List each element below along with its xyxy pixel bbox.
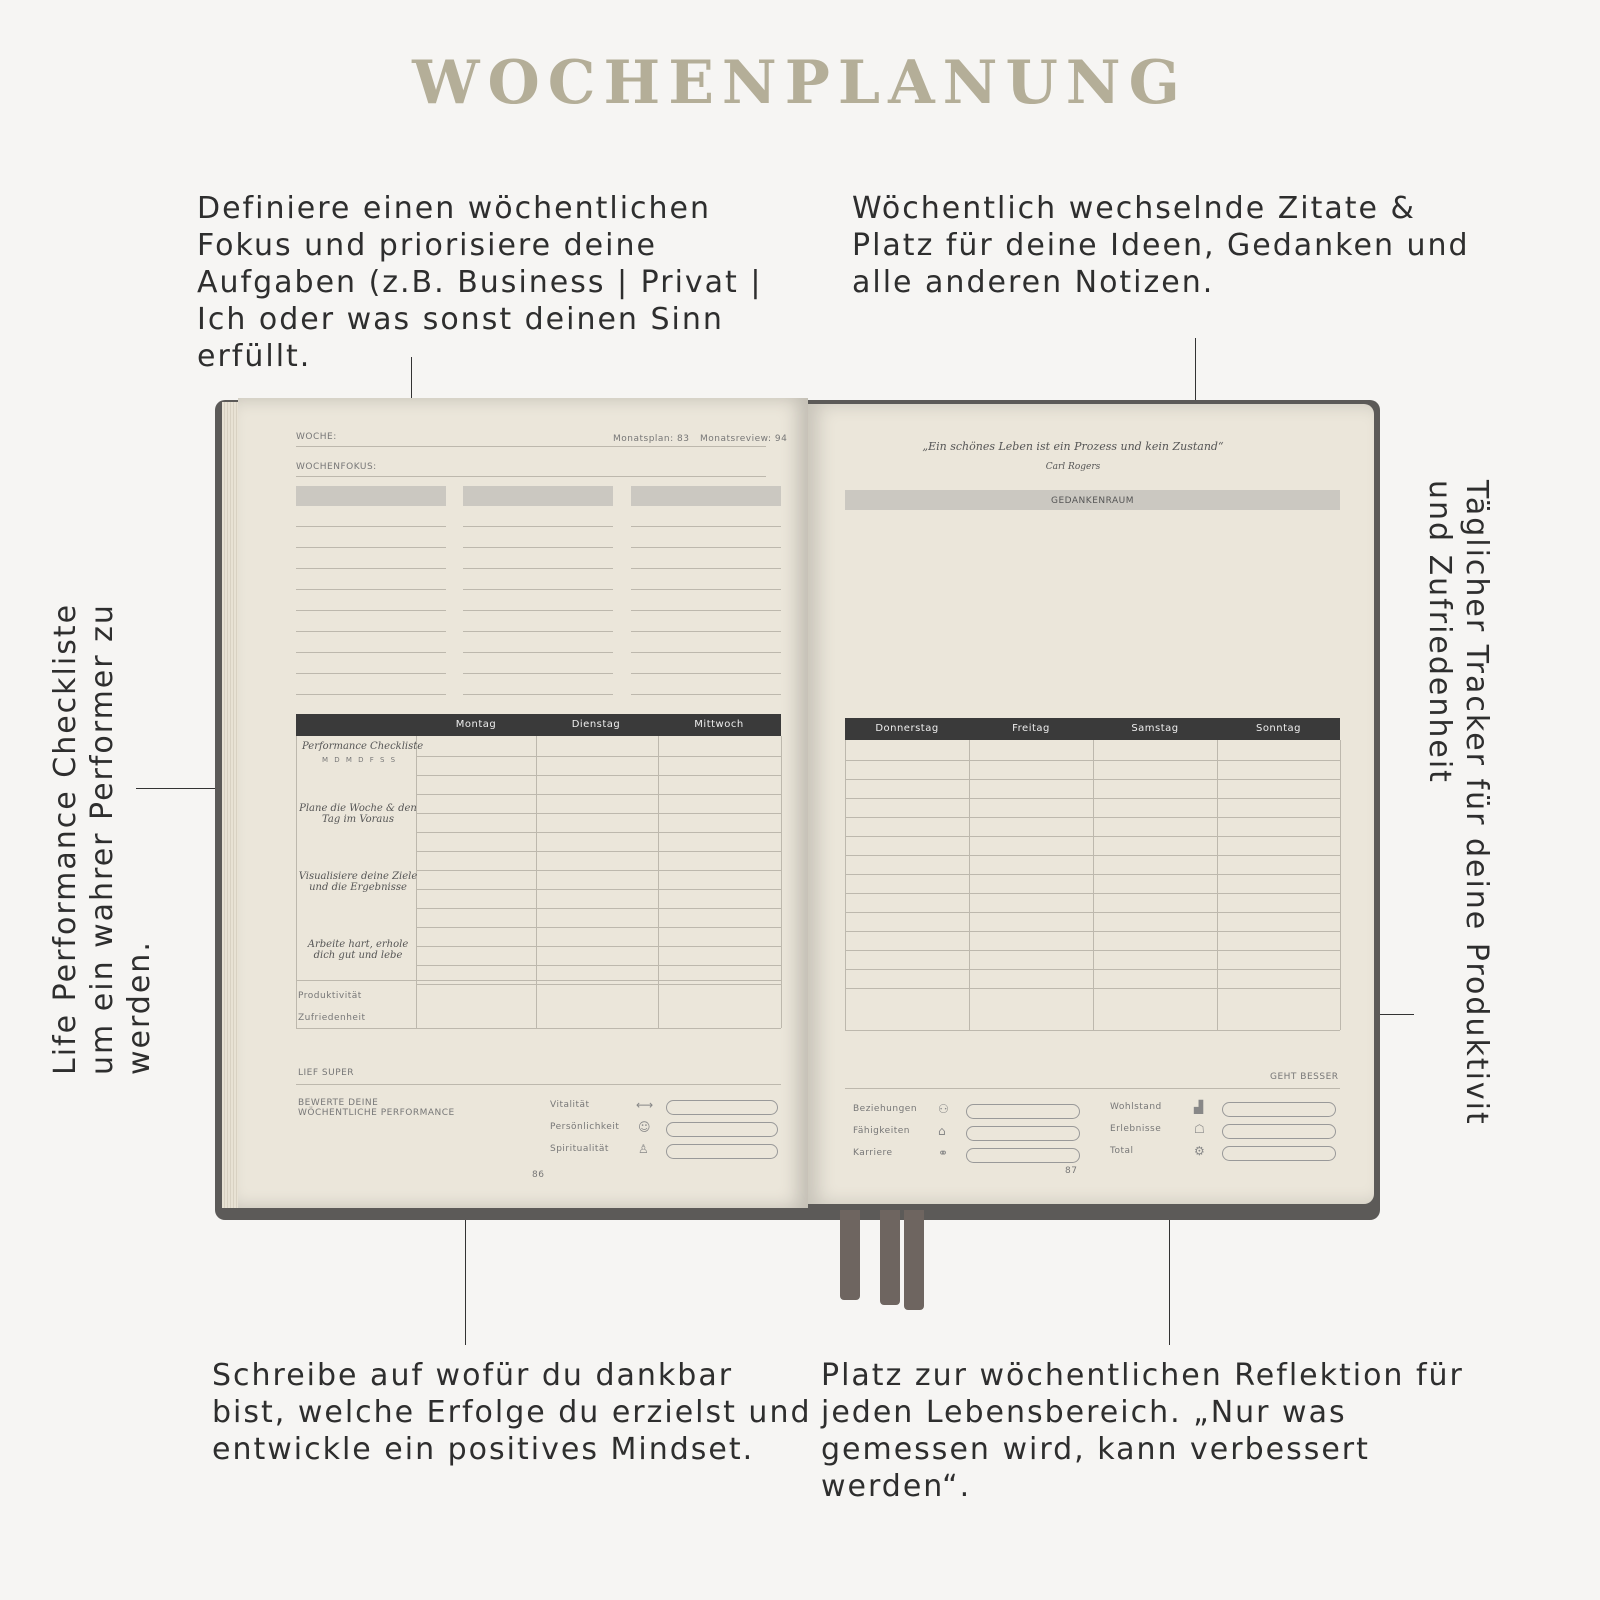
ribbon-bookmark [904,1210,924,1310]
ruled-line [416,813,781,814]
checklist-item: Plane die Woche & den Tag im Voraus [299,803,417,825]
ruled-line [845,1030,1340,1031]
ruled-line [1340,740,1341,1030]
ruled-line [416,908,781,909]
quote-author: Carl Rogers [1045,462,1101,472]
ruled-line [631,694,781,695]
ribbon-bookmark [840,1210,860,1300]
gedankenraum-bar [845,490,1340,510]
weekday-header [296,714,781,736]
weekday-header [845,718,1340,740]
ruled-line [631,547,781,548]
rating-scale [966,1104,1080,1119]
ruled-line [296,547,446,548]
ruled-line [296,610,446,611]
woche-label: WOCHE: [296,432,337,442]
focus-column-header [463,486,613,506]
page-number: 87 [1065,1166,1078,1176]
day-sonntag: Sonntag [1255,723,1302,734]
caption-reflection: Platz zur wöchentlichen Reflektion für jeden Lebensbereich. „Nur was gemessen wird, kann verbessert werden“. [821,1358,1464,1504]
head-icon: ☺ [638,1120,651,1134]
checklist-days: M D M D F S S [322,756,398,764]
zufriedenheit-label: Zufriedenheit [298,1013,366,1023]
monatsplan-ref: Monatsplan: 83 [613,434,690,444]
ruled-line [1093,740,1094,1030]
caption-checklist: Life Performance Checkliste um ein wahrer Performer zu werden. [48,602,157,1075]
rating-scale [666,1100,778,1115]
ruled-line [416,946,781,947]
ruled-line [631,568,781,569]
day-freitag: Freitag [1012,723,1050,734]
ruled-line [463,631,613,632]
produktivitaet-label: Produktivität [298,991,362,1001]
ruled-line [1217,740,1218,1030]
focus-column-header [631,486,781,506]
ruled-line [631,526,781,527]
ruled-line [631,589,781,590]
rating-scale [1222,1124,1336,1139]
checklist-item: Arbeite hart, erhole dich gut und lebe [307,939,409,961]
rating-scale [1222,1146,1336,1161]
lief-super-label: LIEF SUPER [298,1068,355,1078]
ruled-line [296,568,446,569]
bewerte-label: BEWERTE DEINE WÖCHENTLICHE PERFORMANCE [298,1098,455,1118]
ruled-line [463,694,613,695]
suitcase-icon: ☖ [1194,1122,1205,1136]
ruled-line [296,589,446,590]
ruled-line [631,631,781,632]
ruled-line [296,1028,781,1029]
ruled-line [416,832,781,833]
ruled-line [416,756,781,757]
ruled-line [416,927,781,928]
ruled-line [463,673,613,674]
rating-scale [966,1126,1080,1141]
people-icon: ⚇ [938,1102,949,1116]
rating-label: Total [1110,1146,1134,1156]
caption-quotes: Wöchentlich wechselnde Zitate & Platz für deine Ideen, Gedanken und alle anderen Notizen. [852,191,1470,300]
arrows-icon: ⟷ [636,1098,654,1112]
rating-label: Vitalität [550,1100,590,1110]
graduation-cap-icon: ⌂ [938,1124,946,1138]
ruled-line [416,794,781,795]
ruled-line [463,526,613,527]
ruled-line [969,740,970,1030]
ruled-line [416,889,781,890]
ruled-line [463,652,613,653]
checklist-title: Performance Checkliste [302,741,424,752]
gedankenraum-label: GEDANKENRAUM [1050,496,1135,506]
ruled-line [631,610,781,611]
day-mittwoch: Mittwoch [694,719,744,730]
ruled-line [296,980,781,981]
day-donnerstag: Donnerstag [875,723,939,734]
ruled-line [296,526,446,527]
meditation-icon: ♙ [638,1142,649,1156]
day-dienstag: Dienstag [571,719,621,730]
rating-scale [666,1144,778,1159]
page-number: 86 [532,1170,545,1180]
rating-label: Persönlichkeit [550,1122,620,1132]
ruled-line [296,673,446,674]
rating-label: Fähigkeiten [853,1126,910,1136]
rating-scale [666,1122,778,1137]
ruled-line [416,984,781,985]
ruled-line [296,652,446,653]
ruled-line [416,851,781,852]
caption-weekly-focus: Definiere einen wöchentlichen Fokus und priorisiere deine Aufgaben (z.B. Business | Privat | Ich oder was sonst deinen Sinn erfüllt. [197,191,763,374]
rating-label: Karriere [853,1148,893,1158]
ruled-line [416,775,781,776]
ruled-line [631,652,781,653]
ruled-line [463,547,613,548]
page-title: WOCHENPLANUNG [412,48,1188,118]
monatsreview-ref: Monatsreview: 94 [700,434,788,444]
chart-icon: ▟ [1194,1100,1204,1114]
rating-scale [966,1148,1080,1163]
ruled-line [463,610,613,611]
ruled-line [658,736,659,1028]
ribbon-bookmark [880,1210,900,1305]
day-montag: Montag [455,719,497,730]
day-samstag: Samstag [1131,723,1179,734]
wochenfokus-label: WOCHENFOKUS: [296,462,377,472]
geht-besser-label: GEHT BESSER [1270,1072,1339,1082]
ruled-line [463,568,613,569]
gears-icon: ⚙ [1194,1144,1205,1158]
ruled-line [463,589,613,590]
ruled-line [296,694,446,695]
rating-label: Beziehungen [853,1104,918,1114]
rating-label: Wohlstand [1110,1102,1162,1112]
ruled-line [416,965,781,966]
left-page [238,398,808,1208]
ruled-line [296,631,446,632]
rating-label: Erlebnisse [1110,1124,1162,1134]
quote: „Ein schönes Leben ist ein Prozess und kein Zustand“ [922,440,1224,453]
rating-label: Spiritualität [550,1144,609,1154]
checklist-item: Visualisiere deine Ziele und die Ergebnisse [298,871,418,893]
ruled-line [845,740,846,1030]
caption-tracker: Täglicher Tracker für deine Produktivit und Zufriedenheit [1422,480,1494,1126]
focus-column-header [296,486,446,506]
rating-scale [1222,1102,1336,1117]
ruled-line [416,870,781,871]
right-page [808,404,1374,1204]
ruled-line [536,736,537,1028]
ruled-line [296,736,297,1028]
caption-gratitude: Schreibe auf wofür du dankbar bist, welche Erfolge du erzielst und entwickle ein positives Mindset. [212,1358,812,1467]
ruled-line [631,673,781,674]
handshake-icon: ⚭ [938,1146,949,1160]
ruled-line [781,736,782,1028]
